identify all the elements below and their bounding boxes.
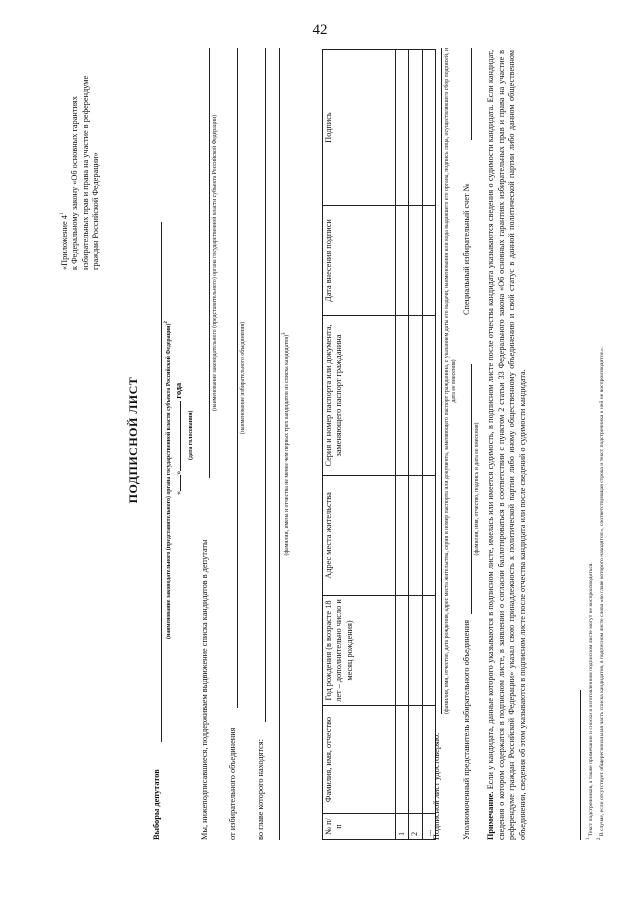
- appendix-line4: граждан Российской Федерации»: [91, 152, 101, 270]
- row-number: 2: [409, 814, 422, 840]
- footnote-rule: [580, 690, 581, 840]
- table-row: [409, 50, 422, 840]
- cell[interactable]: [422, 316, 435, 476]
- cell[interactable]: [422, 206, 435, 316]
- col-address: Адрес места жительства: [323, 476, 396, 596]
- account-label: Специальный избирательный счет №: [462, 183, 471, 315]
- cell[interactable]: [396, 50, 409, 206]
- cell[interactable]: [422, 476, 435, 596]
- note: [486, 50, 529, 840]
- representative-line: [471, 364, 472, 614]
- support-text: Мы, нижеподписавшиеся, поддерживаем выдвижение списка кандидатов в депутаты: [200, 539, 209, 840]
- association-label: от избирательного объединения: [228, 727, 237, 840]
- voting-date-caption: (дата голосования): [188, 410, 194, 460]
- table-row: [422, 50, 435, 840]
- cell[interactable]: [396, 596, 409, 706]
- representative-label: Уполномоченный представитель избирательного объединения: [462, 619, 471, 840]
- footnote-2: $^2$ В случае, если отсутствует общерегиональная часть списка кандидатов, в подписном листе слова «во главе которого находятся:», соответствующая строка и текст подстрочника к ней не воспроизводятся.».: [596, 346, 605, 840]
- table-header-row: [323, 50, 396, 840]
- cell[interactable]: [409, 206, 422, 316]
- col-number: № п/п: [323, 814, 396, 840]
- cell[interactable]: [396, 706, 409, 814]
- page-number: 42: [312, 22, 328, 38]
- cell[interactable]: [422, 50, 435, 206]
- appendix-line3: избирательных прав и права на участие в референдуме: [80, 75, 90, 270]
- cell[interactable]: [409, 706, 422, 814]
- account-line: [471, 48, 472, 140]
- cell[interactable]: [396, 316, 409, 476]
- certifier-caption: (фамилия, имя, отчество, дата рождения, адрес места жительства, серия и номер паспорта или документа, заменяющего паспорт гражданина, с указанием даты его выдачи, наименования или кода выдавшего его органа, подпись лица, осуществлявшего сбор подписей, и дата ее внесения): [444, 48, 457, 714]
- voting-date: «» года: [174, 382, 183, 495]
- col-passport: Серия и номер паспорта или документа, заменяющего паспорт гражданина: [323, 316, 396, 476]
- appendix-sup: 1: [60, 212, 66, 216]
- cell[interactable]: [396, 476, 409, 596]
- elections-caption: (наименование законодательного (представительного) органа государственной власти субъекта Российской Федерации)$^2$: [164, 321, 172, 639]
- head-caption: (фамилии, имена и отчества не менее чем первых трех кандидатов из списка кандидатов)$^3$: [282, 332, 290, 556]
- support-line: [209, 48, 210, 478]
- col-signature: Подпись: [323, 50, 396, 206]
- col-full-name: Фамилия, имя, отчество: [323, 706, 396, 814]
- association-line: [237, 48, 238, 708]
- footnotes: [585, 50, 606, 840]
- page-title: ПОДПИСНОЙ ЛИСТ: [126, 376, 140, 504]
- note-text: Если у кандидата, данные которого указываются в подписном листе, имелась или имеется судимость, в подписном листе после отчества кандидата указываются сведения о судимости кандидата. Если кандидат, сведения о котором содержатся в подписном листе, в заявлении о согласии баллотироваться в соответствии с пунктом 2 статьи 33 Федерального закона «Об основных гарантиях избирательных прав и права на участие в референдуме граждан Российской Федерации» указал свою принадлежность к политической партии либо иному общественному объединению и свой статус в данной политической партии либо данном общественном объединении, сведения об этом указываются в подписном листе после отчества кандидата или после сведений о судимости кандидата.: [486, 50, 527, 840]
- head-line-2: [279, 48, 280, 840]
- certifier-label: Подписной лист удостоверяю:: [432, 732, 441, 840]
- row-number: ...: [422, 814, 435, 840]
- signatures-table: [322, 49, 436, 840]
- row-number: 1: [396, 814, 409, 840]
- association-caption: (наименование избирательного объединения): [240, 321, 246, 435]
- cell[interactable]: [422, 596, 435, 706]
- table-row: [396, 50, 409, 840]
- footnote-1: $^1$ Текст подстрочников, а также примечание и сноски в изготовленном подписном листе могут не воспроизводиться.: [586, 562, 594, 840]
- cell[interactable]: [409, 476, 422, 596]
- head-line: [265, 48, 266, 722]
- head-label: во главе которого находятся:: [256, 739, 265, 840]
- cell[interactable]: [409, 50, 422, 206]
- cell[interactable]: [396, 206, 409, 316]
- support-caption: (наименование законодательного (представительного) органа государственной власти субъекта Российской Федерации): [212, 114, 218, 412]
- appendix-header: [60, 40, 101, 270]
- cell[interactable]: [409, 316, 422, 476]
- elections-label: Выборы депутатов: [152, 769, 161, 840]
- certifier-line: [441, 48, 442, 714]
- elections-line: [161, 222, 162, 742]
- note-heading: Примечание.: [486, 791, 495, 840]
- col-signature-date: Дата внесения подписи: [323, 206, 396, 316]
- appendix-line2: к Федеральному закону «Об основных гарантиях: [70, 96, 80, 270]
- appendix-line1: «Приложение 4: [60, 215, 69, 270]
- col-birth-year: Год рождения (в возрасте 18 лет – дополнительно число и месяц рождения): [323, 596, 396, 706]
- cell[interactable]: [409, 596, 422, 706]
- signature-sheet: [60, 40, 620, 840]
- representative-caption: (фамилия, имя, отчество, подпись и дата ее внесения): [474, 422, 480, 556]
